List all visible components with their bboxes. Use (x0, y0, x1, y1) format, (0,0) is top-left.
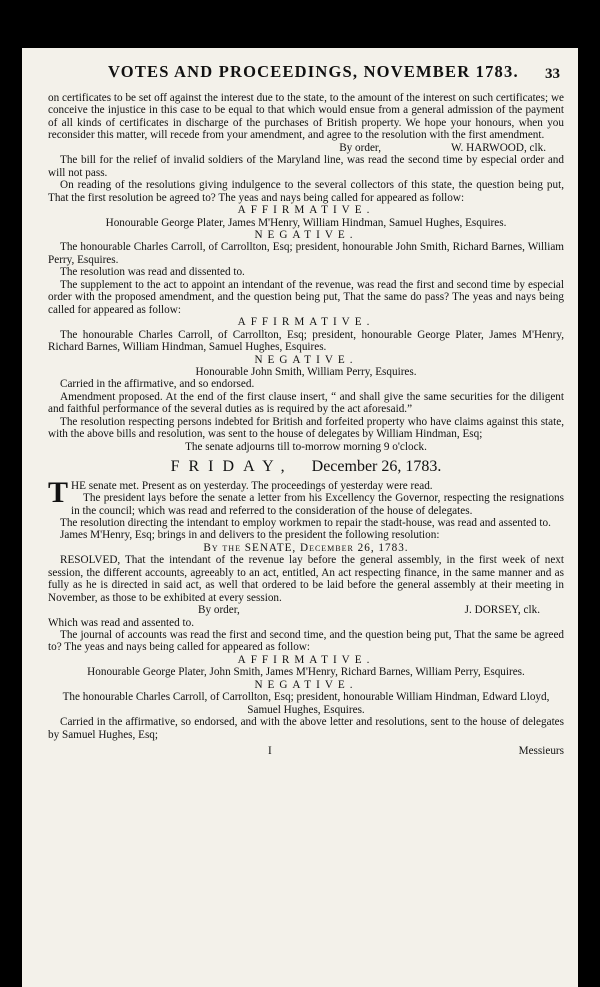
paragraph: on certificates to be set off against the interest due to the state, to the amount of the interest on such certificates; we conceive the injustice in this case to be equal to that which would ensue from a general admission of the payment of all kinds of certificates in discharge of the purchases of British property. We hope your honours, when you reconsider this matter, will recede from your amendment, and agree to the resolution with the first amendment. (48, 92, 564, 142)
paragraph: On reading of the resolutions giving indulgence to the several collectors of this state, the question being put, That the first resolution be agreed to? The yeas and nays being called for appeared as follow: (48, 179, 564, 204)
page-header (22, 48, 578, 82)
vote-list: Honourable George Plater, James M'Henry, William Hindman, Samuel Hughes, Esquires. (105, 216, 507, 229)
order-label: By order, (339, 141, 382, 154)
resolution-text: RESOLVED, That the intendant of the revenue lay before the general assembly, in the first week of next session, the different accounts, agreeably to an act, entitled, An act respecting finance, in the same manner and as fully as he is directed in said act, as well that ordered to be laid before the general assembly at their meeting in November, as those to be exhibited at every session. (48, 554, 564, 604)
paragraph: The bill for the relief of invalid soldiers of the Maryland line, was read the second time by especial order and will not pass. (48, 154, 564, 179)
clerk-name: W. HARWOOD, clk. (451, 141, 546, 154)
paragraph: Carried in the affirmative, so endorsed, and with the above letter and resolutions, sent to the house of delegates by Samuel Hughes, Esq; (48, 716, 564, 741)
page-number: 33 (545, 66, 560, 82)
resolution-heading: By the SENATE, December 26, 1783. (203, 541, 409, 554)
day-word: FRIDAY, (170, 458, 294, 476)
vote-heading-negative: NEGATIVE. (254, 678, 358, 691)
vote-heading-affirmative: AFFIRMATIVE. (237, 316, 375, 329)
order-signature (48, 604, 564, 616)
clerk-name: J. DORSEY, clk. (464, 604, 540, 617)
vote-heading-negative: NEGATIVE. (254, 228, 358, 241)
drop-cap: T (48, 475, 69, 509)
adjournment-note: The senate adjourns till to-morrow morning 9 o'clock. (185, 440, 427, 453)
order-signature (48, 142, 564, 154)
day-year: 1783. (405, 458, 442, 476)
page-footer (48, 745, 564, 757)
day-date: December 26, (311, 458, 402, 476)
vote-heading-affirmative: AFFIRMATIVE. (237, 653, 375, 666)
paragraph: The resolution directing the intendant to employ workmen to repair the stadt-house, was read and assented to. (60, 516, 551, 529)
paragraph: Amendment proposed. At the end of the first clause insert, “ and shall give the same securities for the diligent and faithful performance of the several duties as is required by the act aforesaid.” (48, 390, 564, 416)
vote-heading-affirmative: AFFIRMATIVE. (237, 204, 375, 217)
paragraph: James M'Henry, Esq; brings in and delivers to the president the following resolution: (60, 529, 440, 542)
paragraph-text: HE senate met. Present as on yesterday. The proceedings of yesterday were read. (71, 479, 433, 492)
catchword: Messieurs (518, 745, 564, 758)
vote-list: Honourable John Smith, William Perry, Esquires. (195, 365, 417, 378)
order-label: By order, (198, 604, 240, 617)
paragraph: The supplement to the act to appoint an intendant of the revenue, was read the first and second time by especial order with the proposed amendment, and the question being put, That the same do pass? The yeas and nays being called for appeared as follow: (48, 278, 564, 316)
vote-list: The honourable Charles Carroll, of Carrollton, Esq; president, honourable William Hindman, Edward Lloyd, Samuel Hughes, Esquires. (62, 691, 550, 716)
document-body (48, 92, 564, 758)
vote-heading-negative: NEGATIVE. (254, 353, 358, 366)
paragraph: The president lays before the senate a letter from his Excellency the Governor, respecting the resignations in the council; which was read and referred to the consideration of the house of delegates. (71, 492, 564, 517)
day-heading (48, 458, 564, 476)
paragraph: Carried in the affirmative, and so endorsed. (60, 378, 255, 391)
vote-list: The honourable Charles Carroll, of Carrollton, Esq; president, honourable John Smith, Richard Barnes, William Perry, Esquires. (48, 241, 564, 266)
signature-mark: I (268, 745, 272, 758)
paragraph: The journal of accounts was read the first and second time, and the question being put, That the same be agreed to? The yeas and nays being called for appeared as follow: (48, 629, 564, 654)
vote-list: Honourable George Plater, John Smith, James M'Henry, Richard Barnes, William Perry, Esquires. (87, 666, 525, 679)
paragraph: The resolution was read and dissented to. (60, 266, 245, 279)
document-page (22, 48, 578, 987)
running-title: VOTES AND PROCEEDINGS, NOVEMBER 1783. (108, 62, 519, 81)
paragraph: Which was read and assented to. (48, 616, 195, 629)
paragraph: The resolution respecting persons indebted for British and forfeited property who have claims against this state, with the above bills and resolution, was sent to the house of delegates by William Hindman, Esq; (48, 415, 564, 441)
vote-list: The honourable Charles Carroll, of Carrollton, Esq; president, honourable George Plater, James M'Henry, Richard Barnes, William Hindman, Samuel Hughes, Esquires. (48, 328, 564, 354)
